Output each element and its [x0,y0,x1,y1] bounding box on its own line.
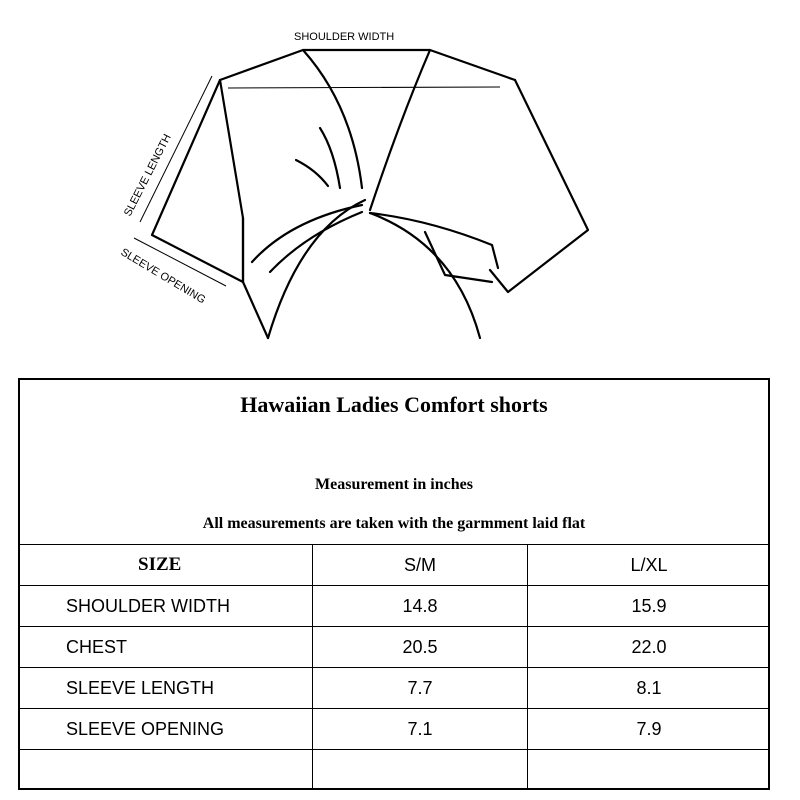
sleeve-opening-label: SLEEVE OPENING [118,246,208,307]
table-row-empty [20,749,768,789]
header-sm: S/M [312,545,527,585]
row-sm-value: 7.7 [312,668,527,708]
chart-subtitle: Measurement in inches [315,476,473,493]
row-lxl-value: 7.9 [527,709,770,749]
row-label: SLEEVE OPENING [66,718,225,739]
wrap-line-2 [252,205,362,262]
header-size: SIZE [138,554,182,575]
size-chart [18,378,770,790]
row-lxl-value: 22.0 [527,627,770,667]
table-row [20,708,768,749]
row-lxl-value [527,750,770,789]
row-sm-value [312,750,527,789]
table-row [20,667,768,708]
right-sleeve [490,80,588,292]
left-sleeve [152,80,243,282]
row-label: SLEEVE LENGTH [66,677,215,698]
chart-note: All measurements are taken with the garmment laid flat [202,515,586,532]
right-lapel [370,50,430,210]
drape-line-2 [296,160,328,186]
row-label [20,750,312,789]
row-sm-value: 7.1 [312,709,527,749]
table-row [20,585,768,626]
sleeve-length-line [140,76,212,222]
header-lxl: L/XL [527,545,770,585]
right-inner [425,232,492,282]
left-body [243,218,268,338]
shoulder-width-line [228,87,500,88]
row-label: SHOULDER WIDTH [66,595,231,616]
table-row [20,626,768,667]
sleeve-length-label: SLEEVE LENGTH [121,132,174,219]
garment-diagram [0,0,800,370]
row-label: CHEST [66,636,128,657]
wrap-line-1 [268,200,365,338]
chart-title: Hawaiian Ladies Comfort shorts [240,392,548,417]
row-lxl-value: 15.9 [527,586,770,626]
shoulder-width-label: SHOULDER WIDTH [294,31,395,43]
row-lxl-value: 8.1 [527,668,770,708]
wrap-line-3 [270,212,362,272]
row-sm-value: 20.5 [312,627,527,667]
row-sm-value: 14.8 [312,586,527,626]
shoulder-seam [220,50,515,80]
header-row [20,544,768,585]
left-lapel [303,50,362,188]
